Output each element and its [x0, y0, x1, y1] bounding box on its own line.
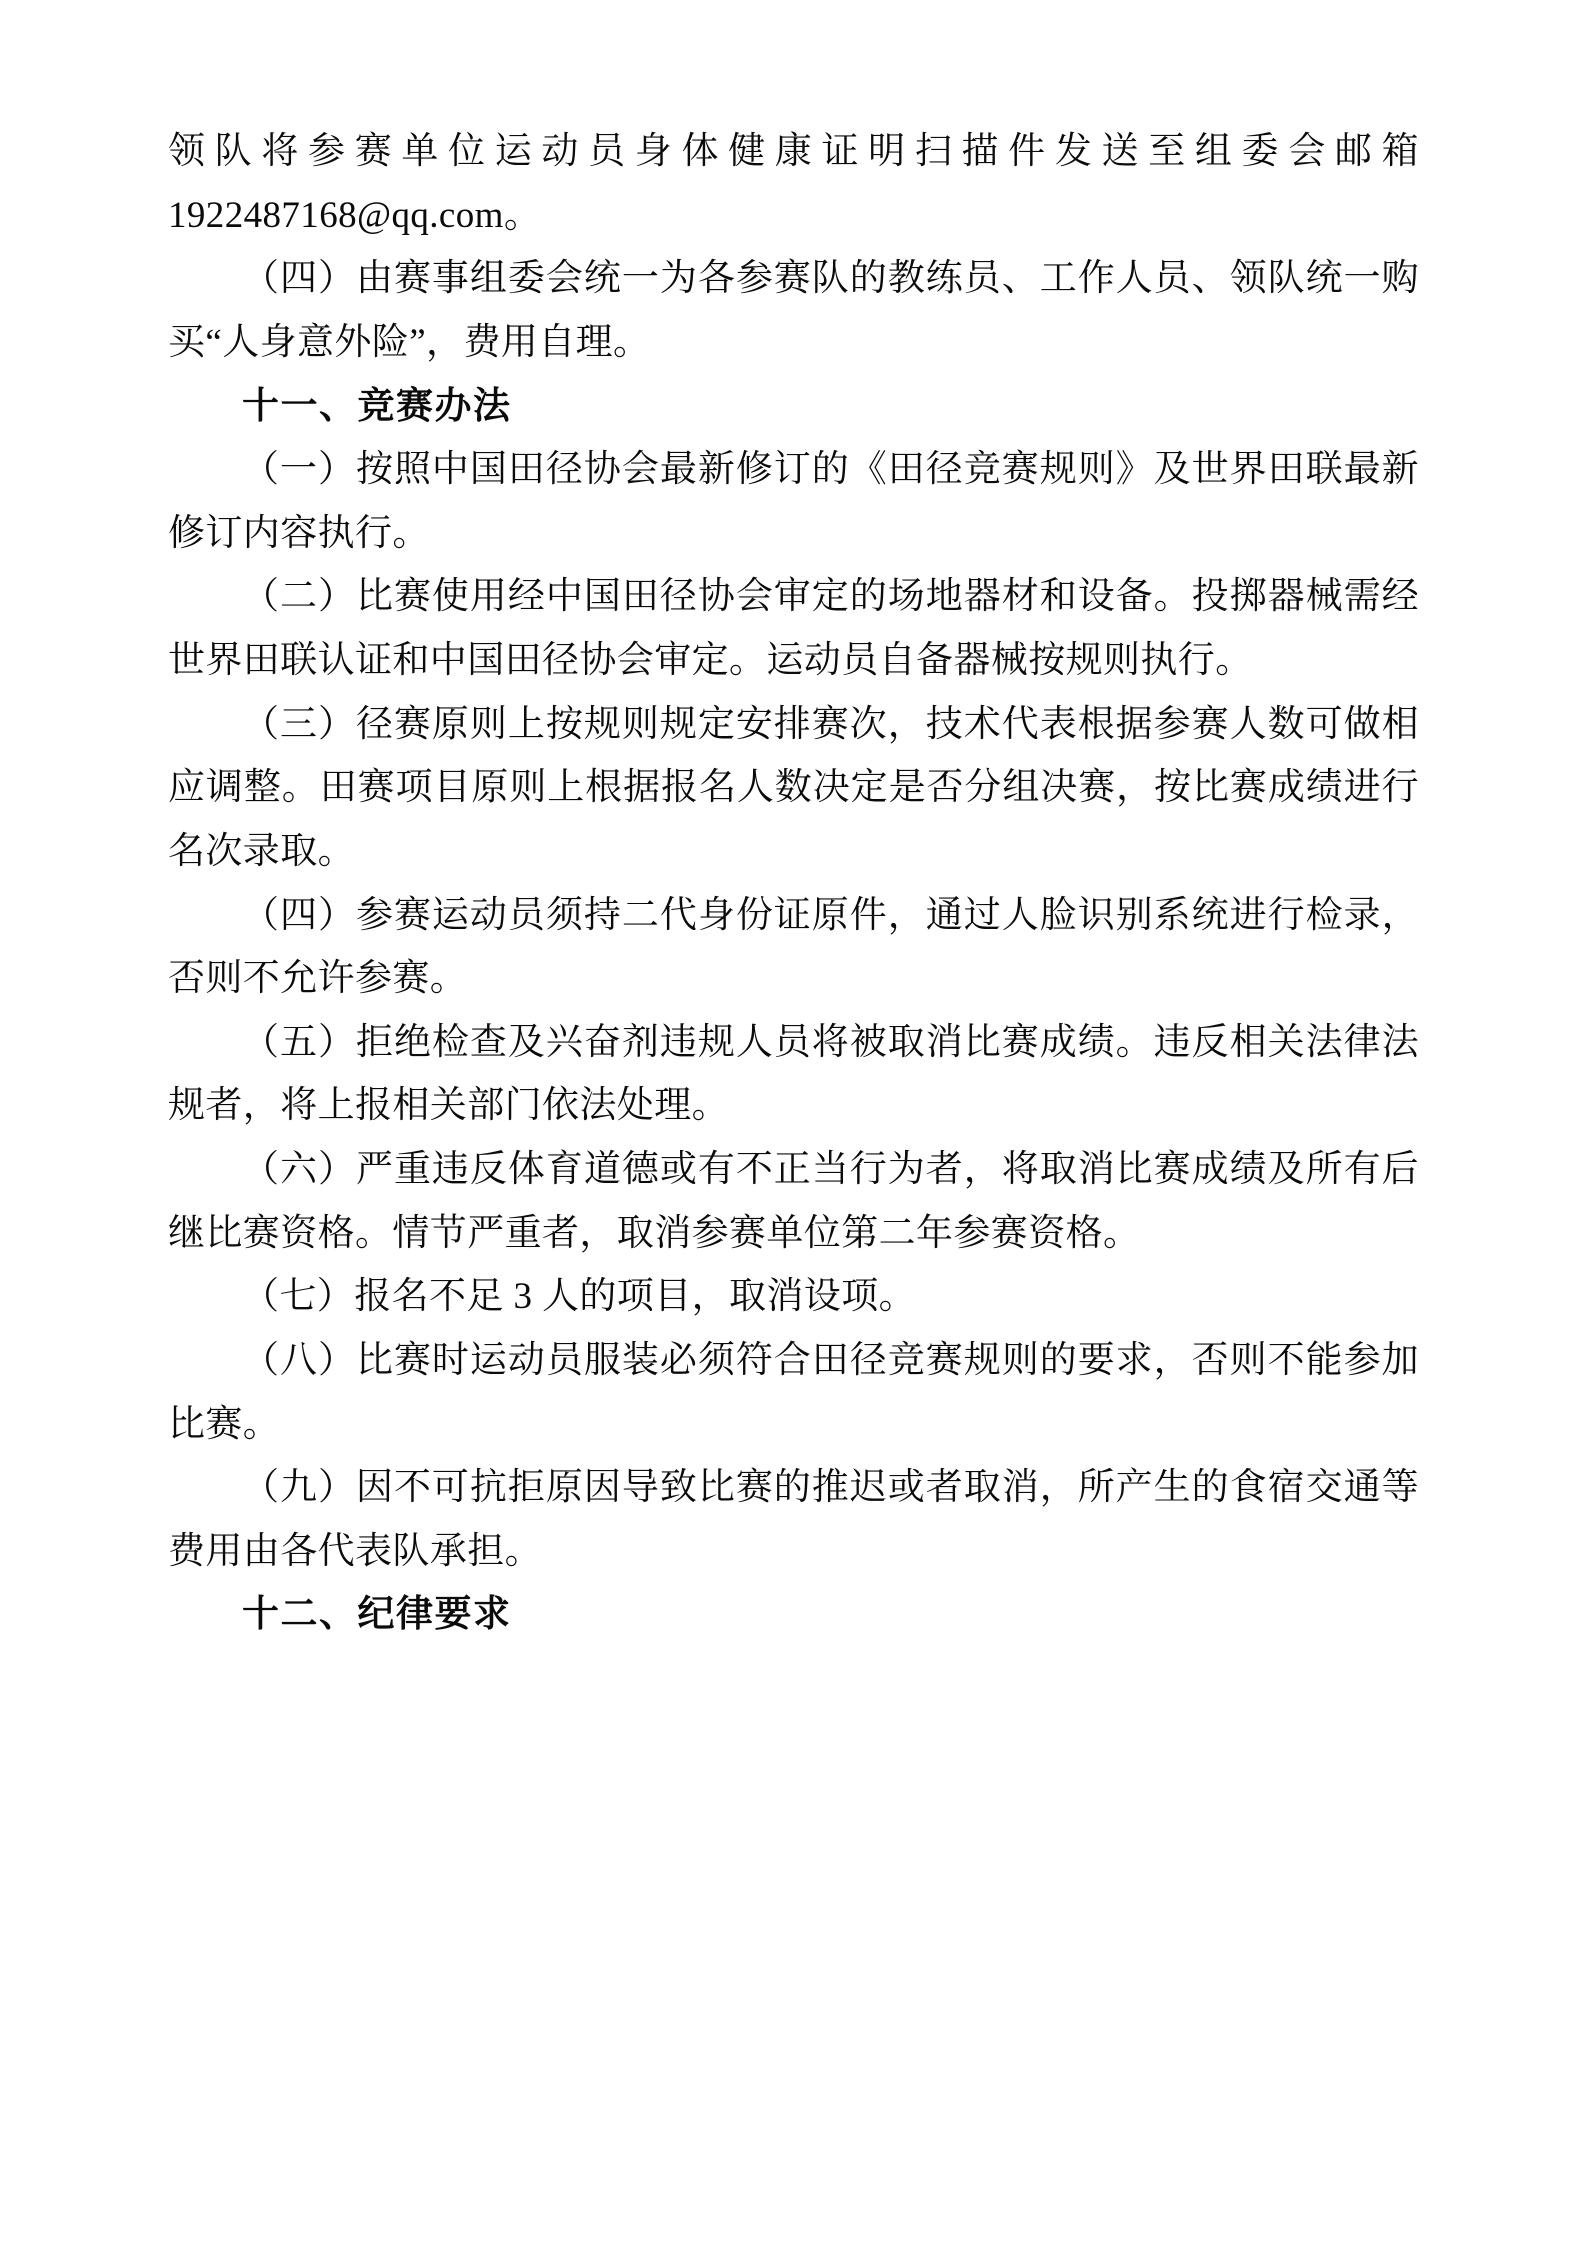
paragraph-rule-2: （二）比赛使用经中国田径协会审定的场地器材和设备。投掷器械需经世界田联认证和中国田径协会审定。运动员自备器械按规则执行。: [168, 576, 1419, 681]
paragraph-rule-8: （八）比赛时运动员服装必须符合田径竞赛规则的要求，否则不能参加比赛。: [168, 1339, 1419, 1445]
document-body: [168, 120, 1419, 1647]
paragraph-rule-6: （六）严重违反体育道德或有不正当行为者，将取消比赛成绩及所有后继比赛资格。情节严重者，取消参赛单位第二年参赛资格。: [168, 1149, 1419, 1254]
heading-discipline: 十二、纪律要求: [242, 1594, 512, 1636]
paragraph-email: 领队将参赛单位运动员身体健康证明扫描件发送至组委会邮箱1922487168@qq.com。: [168, 131, 1419, 236]
paragraph-rule-5: （五）拒绝检查及兴奋剂违规人员将被取消比赛成绩。违反相关法律法规者，将上报相关部门依法处理。: [168, 1021, 1419, 1127]
paragraph-rule-9: （九）因不可抗拒原因导致比赛的推迟或者取消，所产生的食宿交通等费用由各代表队承担。: [168, 1467, 1419, 1572]
heading-competition-method: 十一、竞赛办法: [242, 385, 512, 427]
paragraph-rule-4: （四）参赛运动员须持二代身份证原件，通过人脸识别系统进行检录，否则不允许参赛。: [168, 894, 1419, 1000]
paragraph-rule-7: （七）报名不足 3 人的项目，取消设项。: [242, 1276, 916, 1318]
paragraph-insurance: （四）由赛事组委会统一为各参赛队的教练员、工作人员、领队统一购买“人身意外险”，费用自理。: [168, 258, 1419, 363]
paragraph-rule-1: （一）按照中国田径协会最新修订的《田径竞赛规则》及世界田联最新修订内容执行。: [168, 449, 1419, 554]
paragraph-rule-3: （三）径赛原则上按规则规定安排赛次，技术代表根据参赛人数可做相应调整。田赛项目原则上根据报名人数决定是否分组决赛，按比赛成绩进行名次录取。: [168, 703, 1419, 872]
